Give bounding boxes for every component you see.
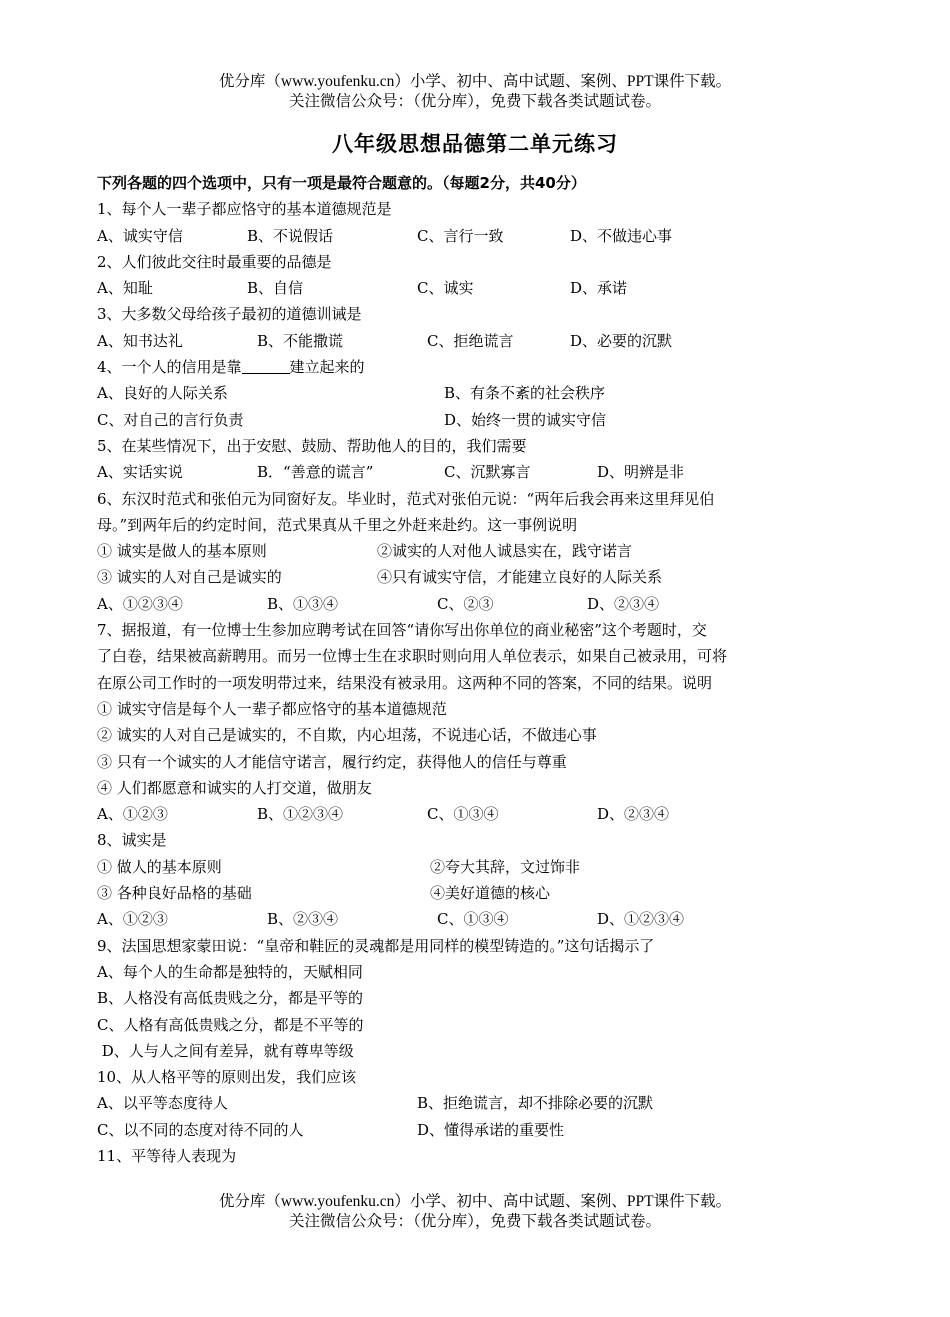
statement-1: ① 诚实守信是每个人一辈子都应恪守的基本道德规范 — [97, 699, 447, 718]
option-a: A、知耻 — [97, 279, 153, 298]
question-list — [97, 170, 867, 1169]
fill-blank — [242, 357, 290, 374]
question-8-options — [97, 906, 867, 932]
statement-1: ① 诚实是做人的基本原则 — [97, 542, 267, 561]
question-7-stem-line-1: 7、据报道，有一位博士生参加应聘考试在回答“请你写出你单位的商业秘密”这个考题时，交 — [97, 621, 707, 640]
option-c: C、拒绝谎言 — [427, 331, 514, 350]
question-5-options — [97, 459, 867, 485]
question-3-options — [97, 328, 867, 354]
question-2-options — [97, 275, 867, 301]
option-a: A、良好的人际关系 — [97, 384, 228, 403]
instruction: 下列各题的四个选项中，只有一项是最符合题意的。（每题2分，共40分） — [97, 174, 586, 192]
option-b: B、②③④ — [267, 910, 339, 929]
option-b: B、有条不紊的社会秩序 — [444, 384, 606, 403]
option-c: C、①③④ — [427, 805, 499, 824]
option-a: A、①②③ — [97, 910, 168, 929]
option-d: D、①②③④ — [597, 910, 685, 929]
option-c: C、对自己的言行负责 — [97, 410, 244, 429]
option-b: B、人格没有高低贵贱之分，都是平等的 — [97, 989, 364, 1008]
statement-2: ② 诚实的人对自己是诚实的，不自欺，内心坦荡，不说违心话，不做违心事 — [97, 726, 597, 745]
option-c: C、②③ — [437, 594, 494, 613]
statement-3: ③ 只有一个诚实的人才能信守诺言，履行约定，获得他人的信任与尊重 — [97, 752, 567, 771]
question-3-stem: 3、大多数父母给孩子最初的道德训诫是 — [97, 305, 362, 324]
question-9-stem: 9、法国思想家蒙田说：“皇帝和鞋匠的灵魂都是用同样的模型铸造的。”这句话揭示了 — [97, 936, 655, 955]
option-d: D、承诺 — [570, 279, 628, 298]
question-4-stem-end: 建立起来的 — [289, 358, 365, 377]
question-1-options — [97, 223, 867, 249]
statement-2: ②诚实的人对他人诚恳实在，践守诺言 — [377, 542, 633, 561]
option-c: C、沉默寡言 — [444, 463, 531, 482]
statement-4: ④只有诚实守信，才能建立良好的人际关系 — [377, 568, 663, 587]
question-8-items-row-1 — [97, 854, 867, 880]
option-a: A、以平等态度待人 — [97, 1094, 228, 1113]
option-b: B．“善意的谎言” — [257, 463, 374, 482]
option-a: A、实话实说 — [97, 463, 183, 482]
option-d: D、始终一贯的诚实守信 — [444, 410, 607, 429]
option-d: D、明辨是非 — [597, 463, 685, 482]
option-d: D、人与人之间有差异，就有尊卑等级 — [97, 1041, 354, 1060]
question-1-stem: 1、每个人一辈子都应恪守的基本道德规范是 — [97, 200, 392, 219]
question-4-options-row-1 — [97, 380, 867, 406]
option-d: D、必要的沉默 — [570, 331, 673, 350]
question-4-stem-start: 4、一个人的信用是靠 — [97, 358, 242, 377]
page-footer — [0, 1192, 950, 1232]
option-d: D、懂得承诺的重要性 — [417, 1120, 565, 1139]
option-a: A、知书达礼 — [97, 331, 183, 350]
option-b: B、不说假话 — [247, 226, 334, 245]
option-d: D、②③④ — [587, 594, 660, 613]
option-b: B、①②③④ — [257, 805, 344, 824]
header-line-1: 优分库（www.youfenku.cn）小学、初中、高中试题、案例、PPT课件下载。 — [218, 73, 732, 90]
footer-line-1: 优分库（www.youfenku.cn）小学、初中、高中试题、案例、PPT课件下载。 — [218, 1193, 732, 1210]
option-c: C、言行一致 — [417, 226, 504, 245]
question-7-options — [97, 801, 867, 827]
question-11-stem: 11、平等待人表现为 — [97, 1146, 237, 1165]
question-2-stem: 2、人们彼此交往时最重要的品德是 — [97, 252, 332, 271]
option-b: B、拒绝谎言，却不排除必要的沉默 — [417, 1094, 654, 1113]
statement-1: ① 做人的基本原则 — [97, 857, 222, 876]
option-b: B、不能撒谎 — [257, 331, 344, 350]
question-10-options-row-1 — [97, 1090, 867, 1116]
question-7-stem-line-2: 了白卷，结果被高薪聘用。而另一位博士生在求职时则向用人单位表示，如果自己被录用，可将 — [97, 647, 728, 666]
option-c: C、①③④ — [437, 910, 509, 929]
option-c: C、以不同的态度对待不同的人 — [97, 1120, 304, 1139]
question-4-options-row-2 — [97, 407, 867, 433]
option-a: A、诚实守信 — [97, 226, 183, 245]
question-7-stem-line-3: 在原公司工作时的一项发明带过来，结果没有被录用。这两种不同的答案，不同的结果。说明 — [97, 673, 713, 692]
page-header — [0, 72, 950, 112]
statement-3: ③ 诚实的人对自己是诚实的 — [97, 568, 282, 587]
option-a: A、①②③ — [97, 805, 168, 824]
option-b: B、①③④ — [267, 594, 339, 613]
question-6-stem-line-2: 母。”到两年后的约定时间，范式果真从千里之外赶来赴约。这一事例说明 — [97, 515, 578, 534]
question-10-options-row-2 — [97, 1117, 867, 1143]
question-8-items-row-2 — [97, 880, 867, 906]
question-6-items-row-2 — [97, 564, 867, 590]
option-d: D、②③④ — [597, 805, 670, 824]
question-4-stem — [97, 354, 867, 380]
question-6-options — [97, 591, 867, 617]
statement-4: ④美好道德的核心 — [430, 884, 551, 903]
header-line-2: 关注微信公众号：（优分库），免费下载各类试题试卷。 — [288, 93, 661, 110]
question-6-items-row-1 — [97, 538, 867, 564]
statement-3: ③ 各种良好品格的基础 — [97, 884, 252, 903]
option-a: A、每个人的生命都是独特的，天赋相同 — [97, 962, 363, 981]
statement-2: ②夸大其辞，文过饰非 — [430, 857, 581, 876]
page-title: 八年级思想品德第二单元练习 — [332, 132, 618, 156]
option-d: D、不做违心事 — [570, 226, 673, 245]
footer-line-2: 关注微信公众号：（优分库），免费下载各类试题试卷。 — [288, 1213, 661, 1230]
question-10-stem: 10、从人格平等的原则出发，我们应该 — [97, 1068, 357, 1087]
statement-4: ④ 人们都愿意和诚实的人打交道，做朋友 — [97, 778, 372, 797]
question-8-stem: 8、诚实是 — [97, 831, 167, 850]
option-c: C、人格有高低贵贱之分，都是不平等的 — [97, 1015, 364, 1034]
option-b: B、自信 — [247, 279, 304, 298]
question-5-stem: 5、在某些情况下，出于安慰、鼓励、帮助他人的目的，我们需要 — [97, 436, 527, 455]
question-6-stem-line-1: 6、东汉时范式和张伯元为同窗好友。毕业时，范式对张伯元说：“两年后我会再来这里拜见伯 — [97, 489, 715, 508]
option-c: C、诚实 — [417, 279, 474, 298]
option-a: A、①②③④ — [97, 594, 183, 613]
